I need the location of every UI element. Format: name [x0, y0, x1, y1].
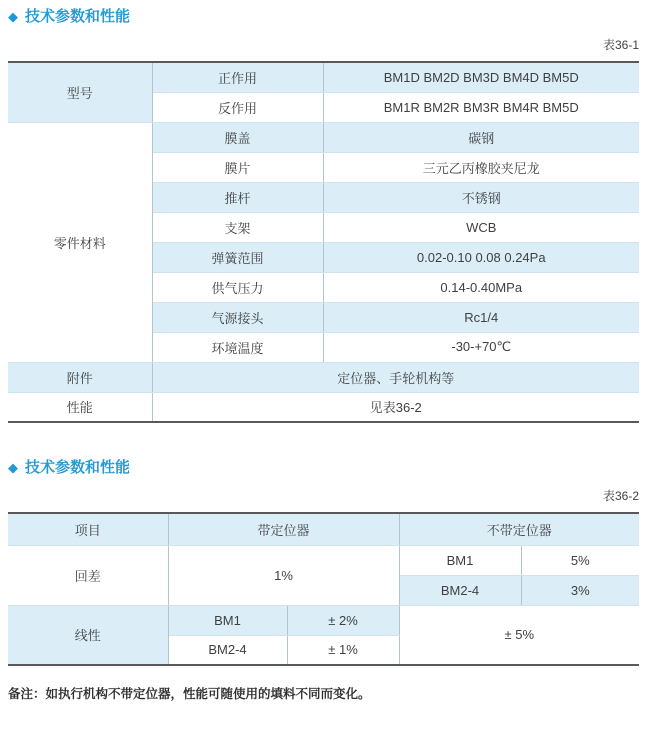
diaphragm-label-cell: 膜片 — [152, 152, 323, 182]
linearity-bm1-model-cell: BM1 — [168, 605, 287, 635]
item-header-cell: 项目 — [8, 513, 168, 545]
diaphragm-cover-value-cell: 碳钢 — [323, 122, 639, 152]
reverse-action-value-cell: BM1R BM2R BM3R BM4R BM5D — [323, 92, 639, 122]
spec-table-1 — [8, 61, 639, 423]
bracket-label-cell: 支架 — [152, 212, 323, 242]
hysteresis-with-positioner-value-cell: 1% — [168, 545, 399, 605]
linearity-without-positioner-value-cell: ± 5% — [399, 605, 639, 665]
footnote: 备注：如执行机构不带定位器，性能可随使用的填料不同而变化。 — [8, 687, 371, 701]
hysteresis-bm1-value-cell: 5% — [521, 545, 639, 575]
supply-pressure-label-cell: 供气压力 — [152, 272, 323, 302]
supply-pressure-value-cell: 0.14-0.40MPa — [323, 272, 639, 302]
linearity-bm2-4-model-cell: BM2-4 — [168, 635, 287, 665]
spring-range-value-cell: 0.02-0.10 0.08 0.24Pa — [323, 242, 639, 272]
table-row — [8, 545, 639, 575]
performance-value-cell: 见表36-2 — [152, 392, 639, 422]
spring-range-label-cell: 弹簧范围 — [152, 242, 323, 272]
section2-title — [8, 459, 639, 477]
table-header-row — [8, 513, 639, 545]
diamond-icon: ◆ — [8, 460, 18, 475]
hysteresis-name-cell: 回差 — [8, 545, 168, 605]
diaphragm-value-cell: 三元乙丙橡胶夹尼龙 — [323, 152, 639, 182]
hysteresis-bm2-4-model-cell: BM2-4 — [399, 575, 521, 605]
without-positioner-header-cell: 不带定位器 — [399, 513, 639, 545]
performance-label-cell: 性能 — [8, 392, 152, 422]
table-row — [8, 392, 639, 422]
hysteresis-bm2-4-value-cell: 3% — [521, 575, 639, 605]
bracket-value-cell: WCB — [323, 212, 639, 242]
table2-label: 表36-2 — [602, 489, 639, 503]
accessories-value-cell: 定位器、手轮机构等 — [152, 362, 639, 392]
linearity-name-cell: 线性 — [8, 605, 168, 665]
table-row — [8, 62, 639, 92]
ambient-temperature-value-cell: -30-+70℃ — [323, 332, 639, 362]
direct-action-value-cell: BM1D BM2D BM3D BM4D BM5D — [323, 62, 639, 92]
section1-title — [8, 8, 639, 26]
diamond-icon: ◆ — [8, 9, 18, 24]
model-group-cell: 型号 — [8, 62, 152, 122]
section2-title-text: 技术参数和性能 — [25, 459, 131, 476]
push-rod-value-cell: 不锈钢 — [323, 182, 639, 212]
spec-table-2 — [8, 512, 639, 666]
table-row — [8, 605, 639, 635]
diaphragm-cover-label-cell: 膜盖 — [152, 122, 323, 152]
reverse-action-label-cell: 反作用 — [152, 92, 323, 122]
table1-label: 表36-1 — [602, 38, 639, 52]
parts-material-group-cell: 零件材料 — [8, 122, 152, 362]
accessories-label-cell: 附件 — [8, 362, 152, 392]
hysteresis-bm1-model-cell: BM1 — [399, 545, 521, 575]
linearity-bm1-value-cell: ± 2% — [287, 605, 399, 635]
direct-action-label-cell: 正作用 — [152, 62, 323, 92]
with-positioner-header-cell: 带定位器 — [168, 513, 399, 545]
section1-title-text: 技术参数和性能 — [25, 8, 131, 25]
table-row — [8, 362, 639, 392]
air-connection-value-cell: Rc1/4 — [323, 302, 639, 332]
push-rod-label-cell: 推杆 — [152, 182, 323, 212]
ambient-temperature-label-cell: 环境温度 — [152, 332, 323, 362]
table-row — [8, 122, 639, 152]
air-connection-label-cell: 气源接头 — [152, 302, 323, 332]
linearity-bm2-4-value-cell: ± 1% — [287, 635, 399, 665]
